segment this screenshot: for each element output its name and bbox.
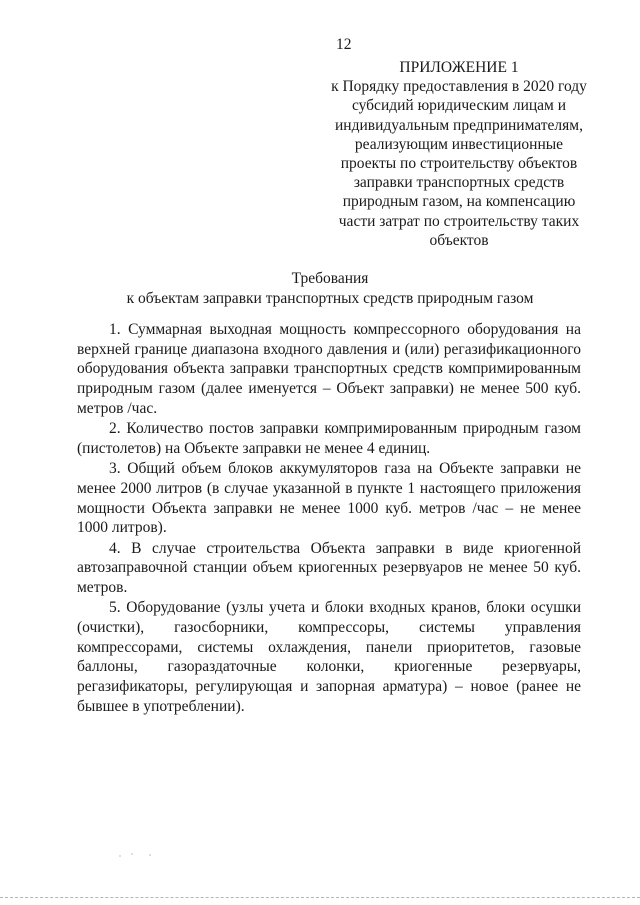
appendix-line: проекты по строительству объектов — [340, 155, 578, 173]
appendix-line: природным газом, на компенсацию — [342, 193, 576, 211]
document-heading — [80, 269, 580, 309]
scan-mark — [118, 852, 158, 858]
appendix-line: реализующим инвестиционные — [354, 135, 564, 153]
appendix-line: субсидий юридическим лицам и — [351, 97, 567, 115]
requirement-paragraph: 1. Суммарная выходная мощность компрессорного оборудования на верхней границе диапазона входного давления и (или) регазификационного оборудования объекта заправки транспортных средств компримированным природным газом (далее именуется – Объект заправки) не менее 500 куб. метров /час. — [77, 321, 581, 417]
appendix-header — [318, 58, 600, 250]
requirement-paragraph: 5. Оборудование (узлы учета и блоки входных кранов, блоки осушки (очистки), газосборники, компрессоры, системы управления компрессорами, системы охлаждения, панели приоритетов, газовые баллоны, газораздаточные колонки, криогенные резервуары, регазификаторы, регулирующая и запорная арматура) – новое (ранее не бывшее в употреблении). — [77, 599, 581, 715]
document-title: Требования — [291, 270, 369, 287]
appendix-line: индивидуальным предпринимателям, — [335, 116, 583, 134]
requirement-paragraph: 2. Количество постов заправки компримированным природным газом (пистолетов) на Объекте заправки не менее 4 единиц. — [77, 420, 581, 457]
page-bottom-edge — [0, 897, 640, 899]
requirement-paragraph: 3. Общий объем блоков аккумуляторов газа на Объекте заправки не менее 2000 литров (в случае указанной в пункте 1 настоящего приложения мощности Объекта заправки не менее 1000 куб. метров /час – не менее 1000 литров). — [77, 460, 581, 537]
appendix-line: части затрат по строительству таких — [338, 212, 580, 230]
appendix-line: к Порядку предоставления в 2020 году — [331, 78, 587, 96]
page-number: 12 — [336, 36, 352, 53]
appendix-line: заправки транспортных средств — [353, 174, 565, 192]
document-subtitle: к объектам заправки транспортных средств природным газом — [126, 290, 534, 307]
requirements-list — [77, 320, 581, 717]
requirement-paragraph: 4. В случае строительства Объекта заправки в виде криогенной автозаправочной станции объем криогенных резервуаров не менее 50 куб. метров. — [77, 539, 581, 596]
appendix-title: ПРИЛОЖЕНИЕ 1 — [399, 59, 519, 76]
appendix-line: объектов — [429, 231, 489, 249]
